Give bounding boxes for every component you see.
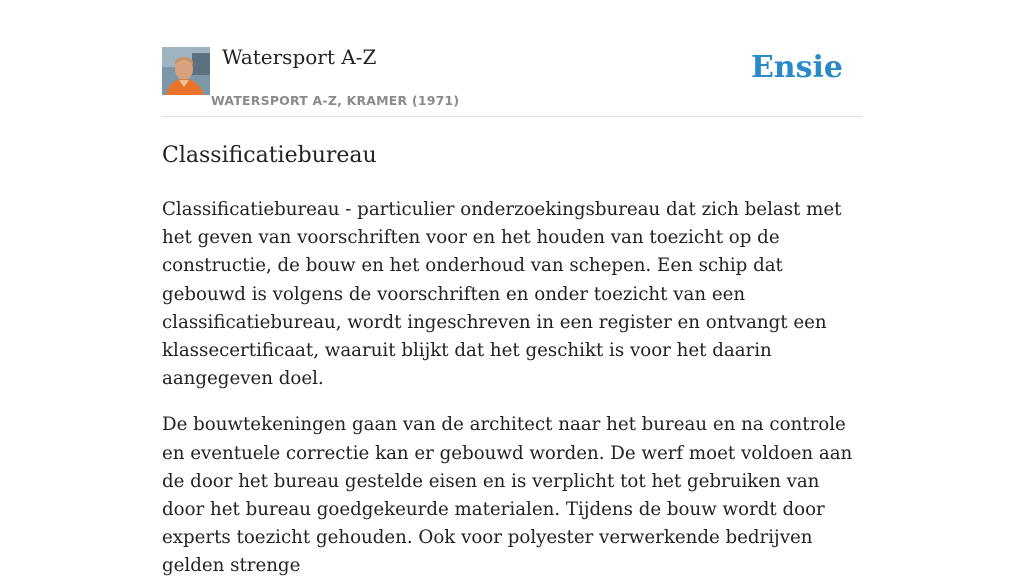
brand-logo[interactable]: Ensie [750, 50, 843, 85]
article-container [162, 0, 862, 581]
source-header [162, 0, 862, 117]
avatar-photo-icon [162, 47, 210, 95]
article-paragraph: De bouwtekeningen gaan van de architect naar het bureau en na controle en eventuele correctie kan er gebouwd worden. De werf moet voldoen aan de door het bureau gestelde eisen en is verplicht tot het gebruiken van door het bureau goedgekeurde materialen. Tijdens de bouw wordt door experts toezicht gehouden. Ook voor polyester verwerkende bedrijven gelden strenge [162, 414, 853, 577]
article-paragraph: Classificatiebureau - particulier onderzoekingsbureau dat zich belast met het geven van voorschriften voor en het houden van toezicht op de constructie, de bouw en het onderhoud van schepen. Een schip dat gebouwd is volgens de voorschriften en onder toezicht van een classificatiebureau, wordt ingeschreven in een register en ontvangt een klassecertificaat, waaruit blijkt dat het geschikt is voor het daarin aangegeven doel. [162, 199, 842, 390]
source-title[interactable]: Watersport A-Z [222, 45, 377, 69]
article-title: Classificatiebureau [162, 143, 377, 168]
author-avatar[interactable] [162, 47, 210, 95]
source-subtitle[interactable]: WATERSPORT A-Z, KRAMER (1971) [211, 93, 460, 108]
